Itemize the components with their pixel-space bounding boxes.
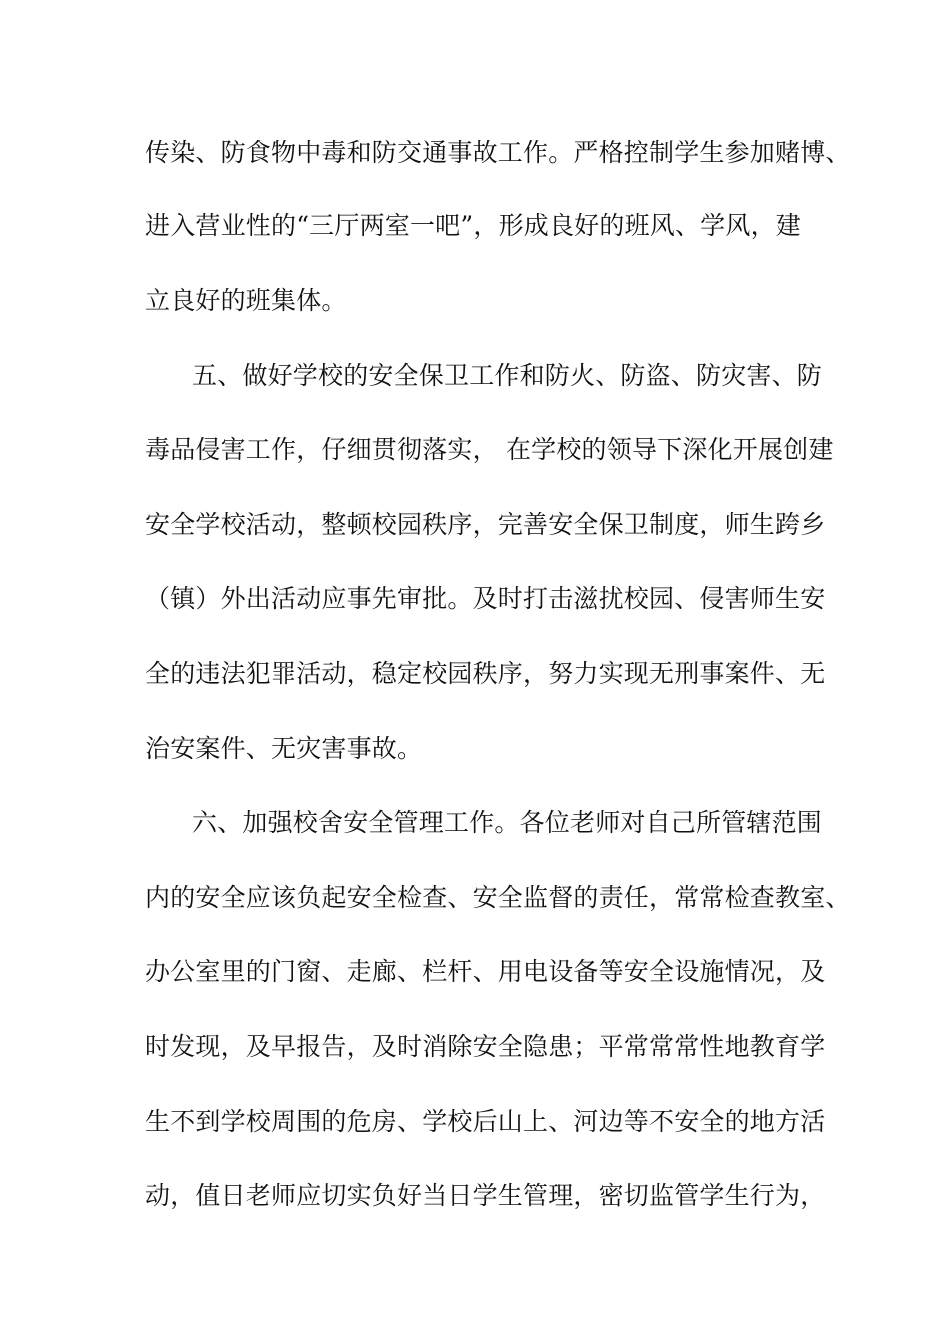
- text-line-11: 内的安全应该负起安全检查、安全监督的责任，常常检查教室、: [145, 883, 851, 912]
- text-line-13: 时发现，及早报告，及时消除安全隐患；平常常常性地教育学: [145, 1032, 826, 1061]
- text-line-9: 治安案件、无灾害事故。: [145, 734, 423, 763]
- text-line-14: 生不到学校周围的危房、学校后山上、河边等不安全的地方活: [145, 1107, 826, 1136]
- text-line-10: 六、加强校舍安全管理工作。各位老师对自己所管辖范围: [192, 808, 823, 837]
- text-line-6: 安全学校活动，整顿校园秩序，完善安全保卫制度，师生跨乡: [145, 510, 826, 539]
- text-line-2: 进入营业性的“三厅两室一吧”，形成良好的班风、学风，建: [145, 211, 801, 240]
- text-line-3: 立良好的班集体。: [145, 286, 347, 315]
- text-line-12: 办公室里的门窗、走廊、栏杆、用电设备等安全设施情况，及: [145, 957, 826, 986]
- text-line-1: 传染、防食物中毒和防交通事故工作。严格控制学生参加赌博、: [145, 138, 851, 167]
- text-line-7: （镇）外出活动应事先审批。及时打击滋扰校园、侵害师生安: [145, 584, 826, 613]
- text-line-8: 全的违法犯罪活动，稳定校园秩序，努力实现无刑事案件、无: [145, 659, 826, 688]
- text-line-5: 毒品侵害工作，仔细贯彻落实， 在学校的领导下深化开展创建: [145, 435, 834, 464]
- text-line-4: 五、做好学校的安全保卫工作和防火、防盗、防灾害、防: [192, 361, 823, 390]
- text-line-15: 动，值日老师应切实负好当日学生管理，密切监管学生行为，: [145, 1181, 826, 1210]
